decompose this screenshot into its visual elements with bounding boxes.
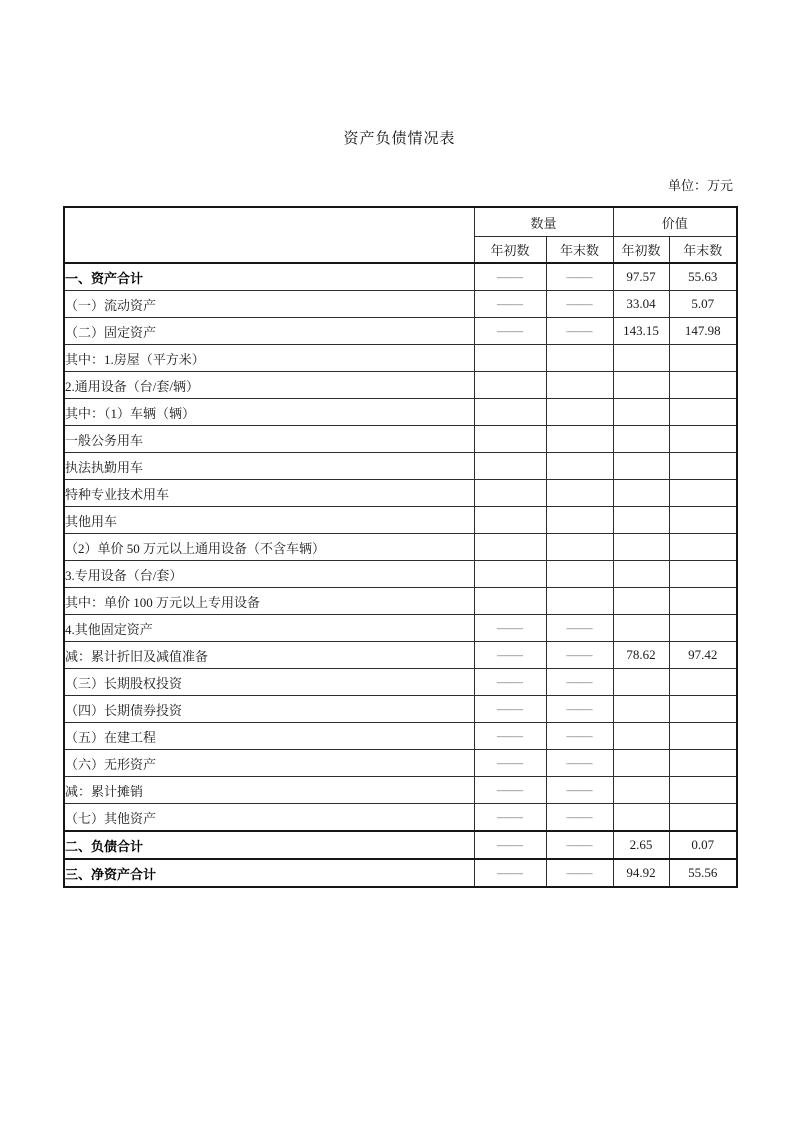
val-end-cell: 55.56	[669, 859, 737, 887]
qty-begin-cell: ——	[474, 804, 546, 832]
row-label: 4.其他固定资产	[64, 615, 474, 642]
val-end-cell	[669, 345, 737, 372]
value-begin-header: 年初数	[613, 237, 669, 264]
row-label: 2.通用设备（台/套/辆）	[64, 372, 474, 399]
qty-end-cell: ——	[546, 777, 613, 804]
val-begin-cell	[613, 453, 669, 480]
row-label: 其他用车	[64, 507, 474, 534]
val-begin-cell: 97.57	[613, 263, 669, 291]
val-begin-cell	[613, 669, 669, 696]
val-begin-cell	[613, 561, 669, 588]
val-begin-cell	[613, 804, 669, 832]
table-row	[64, 642, 737, 669]
qty-begin-cell	[474, 588, 546, 615]
qty-end-cell	[546, 345, 613, 372]
table-row	[64, 804, 737, 832]
table-header	[64, 207, 737, 263]
header-group-row	[64, 207, 737, 237]
table-row	[64, 291, 737, 318]
val-begin-cell: 94.92	[613, 859, 669, 887]
row-label: （二）固定资产	[64, 318, 474, 345]
table-row	[64, 696, 737, 723]
quantity-end-header: 年末数	[546, 237, 613, 264]
table-row	[64, 453, 737, 480]
val-begin-cell	[613, 345, 669, 372]
row-label: 一般公务用车	[64, 426, 474, 453]
qty-end-cell	[546, 372, 613, 399]
page-title: 资产负债情况表	[343, 131, 456, 147]
val-end-cell	[669, 669, 737, 696]
qty-begin-cell	[474, 345, 546, 372]
row-label: 特种专业技术用车	[64, 480, 474, 507]
val-end-cell	[669, 723, 737, 750]
qty-end-cell	[546, 480, 613, 507]
qty-begin-cell: ——	[474, 859, 546, 887]
table-row	[64, 318, 737, 345]
val-begin-cell	[613, 777, 669, 804]
table-row	[64, 426, 737, 453]
val-begin-cell	[613, 588, 669, 615]
qty-end-cell: ——	[546, 642, 613, 669]
table-row	[64, 831, 737, 859]
qty-end-cell: ——	[546, 859, 613, 887]
row-label: 其中：（1）车辆（辆）	[64, 399, 474, 426]
table-row	[64, 669, 737, 696]
qty-begin-cell	[474, 453, 546, 480]
qty-end-cell: ——	[546, 615, 613, 642]
qty-begin-cell: ——	[474, 831, 546, 859]
row-label: （六）无形资产	[64, 750, 474, 777]
row-label: （五）在建工程	[64, 723, 474, 750]
qty-end-cell	[546, 561, 613, 588]
table-row	[64, 507, 737, 534]
val-begin-cell	[613, 480, 669, 507]
row-label: （2）单价 50 万元以上通用设备（不含车辆）	[64, 534, 474, 561]
qty-end-cell: ——	[546, 669, 613, 696]
qty-end-cell	[546, 507, 613, 534]
row-label: 减：累计折旧及减值准备	[64, 642, 474, 669]
qty-begin-cell: ——	[474, 750, 546, 777]
table-row	[64, 588, 737, 615]
qty-end-cell	[546, 534, 613, 561]
qty-begin-cell	[474, 480, 546, 507]
qty-end-cell	[546, 426, 613, 453]
val-end-cell	[669, 399, 737, 426]
qty-begin-cell: ——	[474, 318, 546, 345]
val-end-cell: 5.07	[669, 291, 737, 318]
qty-begin-cell: ——	[474, 669, 546, 696]
row-label: 减：累计摊销	[64, 777, 474, 804]
qty-end-cell: ——	[546, 804, 613, 832]
qty-begin-cell	[474, 372, 546, 399]
qty-begin-cell	[474, 534, 546, 561]
qty-end-cell	[546, 453, 613, 480]
val-end-cell	[669, 534, 737, 561]
val-end-cell	[669, 372, 737, 399]
row-label: （一）流动资产	[64, 291, 474, 318]
qty-end-cell	[546, 588, 613, 615]
row-label: 3.专用设备（台/套）	[64, 561, 474, 588]
val-end-cell	[669, 453, 737, 480]
qty-begin-cell: ——	[474, 615, 546, 642]
val-end-cell	[669, 507, 737, 534]
val-begin-cell: 2.65	[613, 831, 669, 859]
document-content	[63, 0, 736, 888]
table-row	[64, 480, 737, 507]
val-begin-cell	[613, 372, 669, 399]
val-end-cell	[669, 426, 737, 453]
qty-end-cell: ——	[546, 291, 613, 318]
qty-begin-cell: ——	[474, 263, 546, 291]
val-end-cell	[669, 804, 737, 832]
qty-begin-cell: ——	[474, 696, 546, 723]
val-end-cell	[669, 588, 737, 615]
qty-begin-cell: ——	[474, 777, 546, 804]
val-end-cell: 55.63	[669, 263, 737, 291]
row-label: 执法执勤用车	[64, 453, 474, 480]
table-row	[64, 399, 737, 426]
table-row	[64, 777, 737, 804]
table-row	[64, 750, 737, 777]
unit-label: 单位：万元	[667, 178, 733, 193]
qty-begin-cell	[474, 426, 546, 453]
qty-end-cell	[546, 399, 613, 426]
table-row	[64, 561, 737, 588]
val-end-cell: 147.98	[669, 318, 737, 345]
val-begin-cell	[613, 615, 669, 642]
val-begin-cell	[613, 534, 669, 561]
row-label: （四）长期债券投资	[64, 696, 474, 723]
qty-end-cell: ——	[546, 723, 613, 750]
val-end-cell	[669, 615, 737, 642]
quantity-group-header: 数量	[474, 207, 613, 237]
qty-begin-cell: ——	[474, 291, 546, 318]
balance-sheet-table	[63, 206, 738, 888]
val-end-cell	[669, 750, 737, 777]
val-begin-cell	[613, 399, 669, 426]
value-group-header: 价值	[613, 207, 737, 237]
qty-begin-cell: ——	[474, 723, 546, 750]
val-end-cell	[669, 696, 737, 723]
qty-end-cell: ——	[546, 263, 613, 291]
table-row	[64, 859, 737, 887]
row-label: （三）长期股权投资	[64, 669, 474, 696]
quantity-begin-header: 年初数	[474, 237, 546, 264]
table-row	[64, 723, 737, 750]
table-row	[64, 372, 737, 399]
qty-end-cell: ——	[546, 696, 613, 723]
val-begin-cell	[613, 750, 669, 777]
table-row	[64, 615, 737, 642]
table-row	[64, 345, 737, 372]
val-begin-cell: 143.15	[613, 318, 669, 345]
val-begin-cell	[613, 426, 669, 453]
qty-end-cell: ——	[546, 750, 613, 777]
row-label: 其中：1.房屋（平方米）	[64, 345, 474, 372]
table-body	[64, 263, 737, 887]
qty-begin-cell: ——	[474, 642, 546, 669]
val-begin-cell	[613, 696, 669, 723]
row-label: 三、净资产合计	[64, 859, 474, 887]
val-begin-cell	[613, 723, 669, 750]
qty-end-cell: ——	[546, 831, 613, 859]
val-begin-cell: 33.04	[613, 291, 669, 318]
table-row	[64, 534, 737, 561]
val-end-cell	[669, 777, 737, 804]
table-row	[64, 263, 737, 291]
value-end-header: 年末数	[669, 237, 737, 264]
val-begin-cell: 78.62	[613, 642, 669, 669]
corner-cell	[64, 207, 474, 263]
row-label: 一、资产合计	[64, 263, 474, 291]
row-label: （七）其他资产	[64, 804, 474, 832]
qty-begin-cell	[474, 399, 546, 426]
val-end-cell: 0.07	[669, 831, 737, 859]
row-label: 其中：单价 100 万元以上专用设备	[64, 588, 474, 615]
row-label: 二、负债合计	[64, 831, 474, 859]
val-end-cell	[669, 480, 737, 507]
val-end-cell: 97.42	[669, 642, 737, 669]
qty-begin-cell	[474, 561, 546, 588]
val-begin-cell	[613, 507, 669, 534]
val-end-cell	[669, 561, 737, 588]
qty-end-cell: ——	[546, 318, 613, 345]
qty-begin-cell	[474, 507, 546, 534]
